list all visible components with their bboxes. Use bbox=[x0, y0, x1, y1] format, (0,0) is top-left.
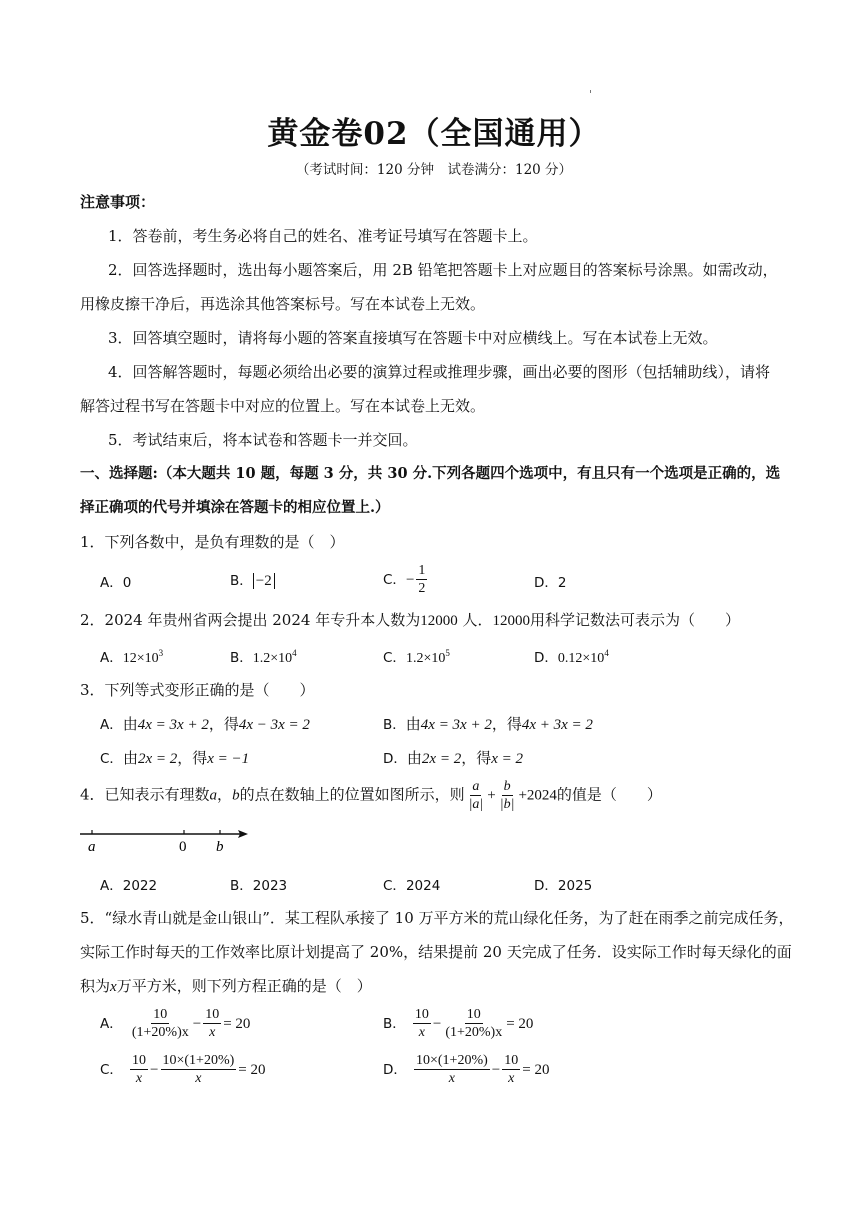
question-5-option-c: C． $\frac{10}{x}$ − $\frac{10\times(1+20\%)}{x}$ = 20 bbox=[100, 1053, 266, 1086]
fraction: $\frac{10}{x}$ bbox=[414, 1007, 429, 1040]
fraction: $\frac{10\times(1+20\%)}{x}$ bbox=[162, 1053, 235, 1086]
fraction: $\frac{a}{|a|}$ bbox=[468, 779, 484, 812]
question-5-line-3: 积为x万平方米，则下列方程正确的是（ ） bbox=[80, 977, 372, 995]
number-line-label-zero: 0 bbox=[179, 839, 187, 855]
question-5-option-a: A． $\frac{10}{(1+20\%)x}$ − $\frac{10}{x}$ = 20 bbox=[100, 1007, 251, 1040]
notice-item-3: 3．回答填空题时，请将每小题的答案直接填写在答题卡中对应横线上。写在本试卷上无效。 bbox=[108, 329, 718, 347]
fraction: $\frac{10}{(1+20\%)x}$ bbox=[131, 1007, 189, 1040]
question-1-option-d: D．2 bbox=[534, 575, 567, 591]
question-4-option-a: A．2022 bbox=[100, 878, 158, 894]
question-2-option-a: A．$12\times 10^3$ bbox=[100, 648, 164, 666]
number-line bbox=[78, 824, 253, 856]
fraction: $\frac{10}{x}$ bbox=[132, 1053, 147, 1086]
number-line-label-a: a bbox=[88, 839, 96, 855]
question-1-option-c: C．− $\frac{1}{2}$ bbox=[383, 563, 426, 596]
fraction: $\frac{10}{x}$ bbox=[504, 1053, 519, 1086]
notice-item-2-line-2: 用橡皮擦干净后，再选涂其他答案标号。写在本试卷上无效。 bbox=[80, 295, 486, 313]
section-1-heading-line-1: 一、选择题:（本大题共 10 题，每题 3 分，共 30 分.下列各题四个选项中，有且只有一个选项是正确的，选 bbox=[80, 465, 781, 482]
question-2-stem: 2．2024 年贵州省两会提出 2024 年专升本人数为12000 人．12000用科学记数法可表示为（ ） bbox=[80, 611, 740, 629]
fraction: $\frac{1}{2}$ bbox=[418, 563, 426, 596]
question-3-option-b: B．由4x = 3x + 2，得4x + 3x = 2 bbox=[383, 715, 593, 733]
notice-item-1: 1．答卷前，考生务必将自己的姓名、准考证号填写在答题卡上。 bbox=[108, 227, 538, 245]
question-5-option-d: D． $\frac{10\times(1+20\%)}{x}$ − $\frac{10}{x}$ = 20 bbox=[383, 1053, 550, 1086]
notice-item-5: 5．考试结束后，将本试卷和答题卡一并交回。 bbox=[108, 431, 418, 449]
question-3-option-c: C．由2x = 2，得x = −1 bbox=[100, 749, 250, 767]
page-title: 黄金卷02（全国通用） bbox=[267, 116, 601, 152]
question-3-option-a: A．由4x = 3x + 2，得4x − 3x = 2 bbox=[100, 715, 310, 733]
question-1-option-a: A．0 bbox=[100, 575, 132, 591]
question-2-option-c: C．$1.2\times 10^5$ bbox=[383, 648, 450, 666]
question-5-line-1: 5．“绿水青山就是金山银山”．某工程队承接了 10 万平方米的荒山绿化任务，为了赶在雨季之前完成任务， bbox=[80, 909, 794, 927]
question-2-option-b: B．$1.2\times 10^4$ bbox=[230, 648, 297, 666]
question-5-line-2: 实际工作时每天的工作效率比原计划提高了 20%，结果提前 20 天完成了任务．设实际工作时每天绿化的面 bbox=[80, 943, 792, 961]
question-4-option-b: B．2023 bbox=[230, 878, 288, 894]
fraction: $\frac{10}{x}$ bbox=[205, 1007, 220, 1040]
exam-info: （考试时间：120 分钟 试卷满分：120 分） bbox=[295, 162, 573, 178]
notice-item-4-line-2: 解答过程书写在答题卡中对应的位置上。写在本试卷上无效。 bbox=[80, 397, 486, 415]
question-1-option-b: B． −2 bbox=[230, 569, 275, 590]
question-4-option-c: C．2024 bbox=[383, 878, 441, 894]
question-4-stem: 4．已知表示有理数a，b的点在数轴上的位置如图所示，则 $\frac{a}{|a|}$ + $\frac{b}{|b|}$ +2024的值是（ ） bbox=[80, 779, 662, 812]
question-3-option-d: D．由2x = 2，得x = 2 bbox=[383, 749, 523, 767]
number-line-label-b: b bbox=[216, 839, 224, 855]
question-4-option-d: D．2025 bbox=[534, 878, 593, 894]
question-5-option-b: B． $\frac{10}{x}$ − $\frac{10}{(1+20\%)x}$ = 20 bbox=[383, 1007, 534, 1040]
fraction: $\frac{b}{|b|}$ bbox=[499, 779, 515, 812]
question-2-option-d: D．$0.12\times 10^4$ bbox=[534, 648, 609, 666]
section-1-heading-line-2: 择正确项的代号并填涂在答题卡的相应位置上.） bbox=[80, 499, 390, 516]
fraction: $\frac{10\times(1+20\%)}{x}$ bbox=[416, 1053, 488, 1086]
question-1-stem: 1．下列各数中，是负有理数的是（ ） bbox=[80, 533, 345, 551]
notice-item-4-line-1: 4．回答解答题时，每题必须给出必要的演算过程或推理步骤，画出必要的图形（包括辅助线），请将 bbox=[108, 363, 771, 381]
scan-mark bbox=[590, 90, 591, 93]
fraction: $\frac{10}{(1+20\%)x}$ bbox=[445, 1007, 503, 1040]
question-3-stem: 3．下列等式变形正确的是（ ） bbox=[80, 681, 315, 699]
notice-item-2-line-1: 2．回答选择题时，选出每小题答案后，用 2B 铅笔把答题卡上对应题目的答案标号涂黑。如需改动， bbox=[108, 261, 778, 279]
notice-heading: 注意事项： bbox=[80, 193, 156, 211]
